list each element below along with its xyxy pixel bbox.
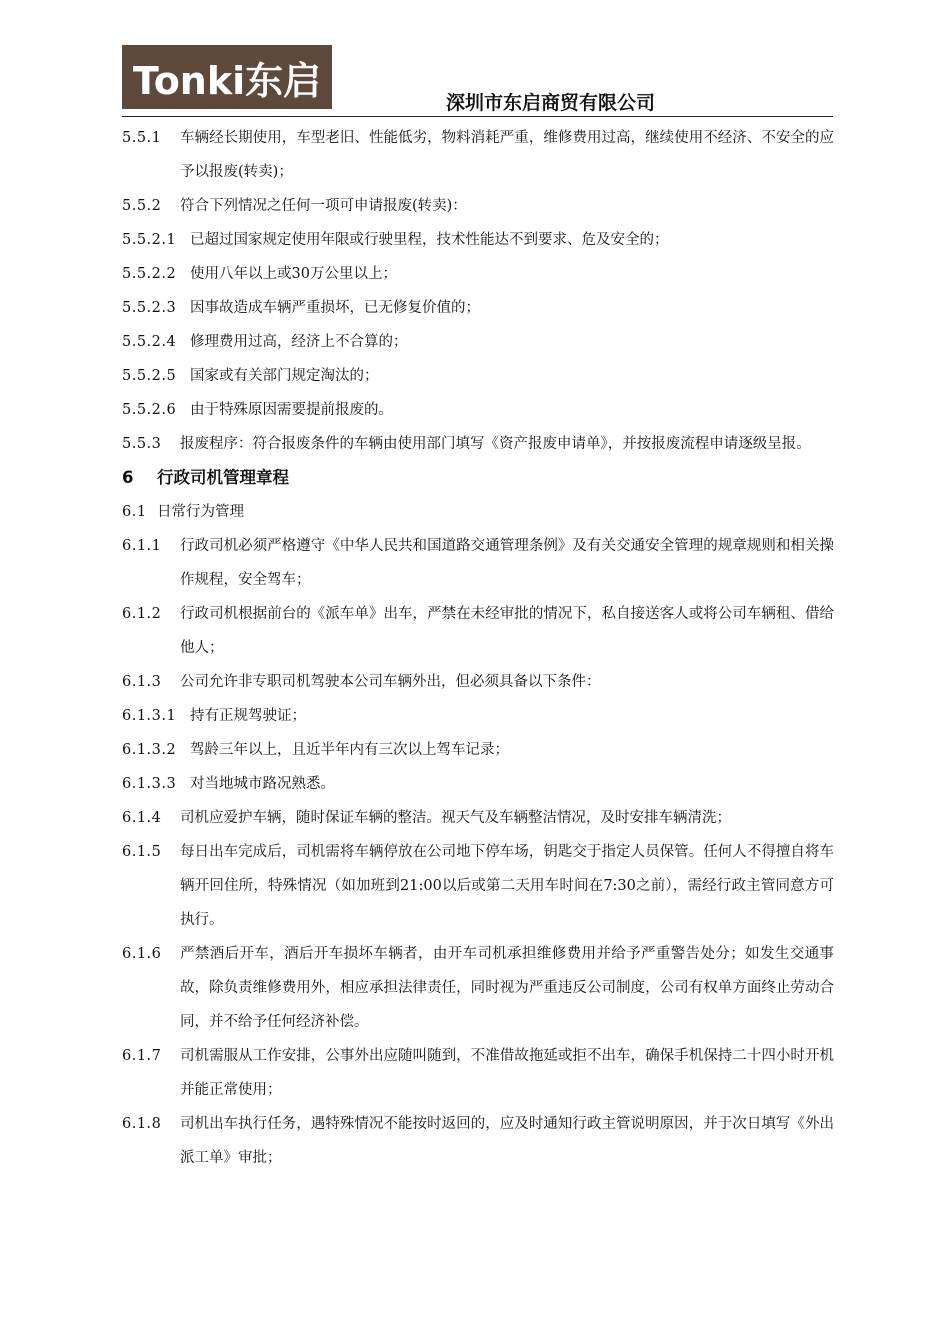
clause-number: 6.1.3.1 xyxy=(122,708,177,724)
clause-text: 严禁酒后开车，酒后开车损坏车辆者，由开车司机承担维修费用并给予严重警告处分；如发生交通事故，除负责维修费用外，相应承担法律责任，同时视为严重违反公司制度，公司有权单方面终止劳动合同，并不给予任何经济补偿。 xyxy=(180,946,834,1030)
clause-6-1-3-1 xyxy=(122,699,834,733)
section-6-1 xyxy=(122,495,834,529)
clause-6-1-2 xyxy=(122,597,834,665)
chapter-title: 行政司机管理章程 xyxy=(157,468,289,487)
clause-number: 5.5.3 xyxy=(122,436,162,452)
clause-6-1-1 xyxy=(122,529,834,597)
clause-6-1-3-3 xyxy=(122,767,834,801)
clause-number: 6.1.4 xyxy=(122,810,162,826)
clause-6-1-5 xyxy=(122,835,834,937)
clause-6-1-4 xyxy=(122,801,834,835)
clause-text: 对当地城市路况熟悉。 xyxy=(190,776,335,792)
clause-text: 修理费用过高，经济上不合算的； xyxy=(190,334,408,350)
clause-text: 使用八年以上或30万公里以上； xyxy=(190,266,397,282)
clause-text: 司机需服从工作安排，公事外出应随叫随到，不准借故拖延或拒不出车，确保手机保持二十四小时开机并能正常使用； xyxy=(180,1048,834,1098)
clause-5-5-2-5 xyxy=(122,359,834,393)
clause-number: 5.5.1 xyxy=(122,130,162,146)
clause-6-1-3-2 xyxy=(122,733,834,767)
clause-5-5-2 xyxy=(122,189,834,223)
clause-6-1-7 xyxy=(122,1039,834,1107)
header-divider xyxy=(122,116,833,117)
clause-number: 5.5.2 xyxy=(122,198,162,214)
clause-number: 5.5.2.5 xyxy=(122,368,177,384)
clause-5-5-2-4 xyxy=(122,325,834,359)
chapter-heading xyxy=(122,461,834,495)
clause-5-5-2-2 xyxy=(122,257,834,291)
logo-text: Tonki东启 xyxy=(132,58,322,103)
clause-text: 车辆经长期使用，车型老旧、性能低劣，物料消耗严重，维修费用过高，继续使用不经济、不安全的应予以报废(转卖)； xyxy=(180,130,834,180)
clause-text: 已超过国家规定使用年限或行驶里程，技术性能达不到要求、危及安全的； xyxy=(190,232,669,248)
clause-number: 6.1.8 xyxy=(122,1116,162,1132)
chapter-number: 6 xyxy=(122,468,134,487)
clause-5-5-2-1 xyxy=(122,223,834,257)
clause-text: 因事故造成车辆严重损坏，已无修复价值的； xyxy=(190,300,480,316)
clause-text: 驾龄三年以上，且近半年内有三次以上驾车记录； xyxy=(190,742,509,758)
clause-text: 司机出车执行任务，遇特殊情况不能按时返回的，应及时通知行政主管说明原因，并于次日填写《外出派工单》审批； xyxy=(180,1116,834,1166)
clause-number: 6.1.5 xyxy=(122,844,162,860)
clause-5-5-2-6 xyxy=(122,393,834,427)
clause-text: 符合下列情况之任何一项可申请报废(转卖)： xyxy=(180,198,467,214)
document-body xyxy=(122,121,834,1175)
clause-5-5-1 xyxy=(122,121,834,189)
clause-number: 6.1.1 xyxy=(122,538,162,554)
clause-number: 5.5.2.4 xyxy=(122,334,177,350)
clause-number: 5.5.2.1 xyxy=(122,232,177,248)
clause-number: 6.1.3.2 xyxy=(122,742,177,758)
clause-number: 6.1.3.3 xyxy=(122,776,177,792)
clause-5-5-3 xyxy=(122,427,834,461)
section-title: 日常行为管理 xyxy=(157,504,244,520)
clause-number: 5.5.2.3 xyxy=(122,300,177,316)
clause-number: 6.1.3 xyxy=(122,674,162,690)
clause-text: 每日出车完成后，司机需将车辆停放在公司地下停车场，钥匙交于指定人员保管。任何人不得擅自将车辆开回住所，特殊情况（如加班到21:00以后或第二天用车时间在7:30之前），需经行政主管同意方可执行。 xyxy=(180,844,834,928)
clause-6-1-8 xyxy=(122,1107,834,1175)
clause-6-1-3 xyxy=(122,665,834,699)
clause-5-5-2-3 xyxy=(122,291,834,325)
clause-text: 公司允许非专职司机驾驶本公司车辆外出，但必须具备以下条件： xyxy=(180,674,601,690)
clause-text: 行政司机根据前台的《派车单》出车，严禁在未经审批的情况下，私自接送客人或将公司车辆租、借给他人； xyxy=(180,606,834,656)
clause-number: 5.5.2.6 xyxy=(122,402,177,418)
clause-text: 由于特殊原因需要提前报废的。 xyxy=(190,402,393,418)
company-logo xyxy=(122,45,332,109)
clause-text: 司机应爱护车辆，随时保证车辆的整洁。视天气及车辆整洁情况，及时安排车辆清洗； xyxy=(180,810,731,826)
clause-text: 国家或有关部门规定淘汰的； xyxy=(190,368,379,384)
clause-text: 行政司机必须严格遵守《中华人民共和国道路交通管理条例》及有关交通安全管理的规章规则和相关操作规程，安全驾车； xyxy=(180,538,834,588)
clause-6-1-6 xyxy=(122,937,834,1039)
company-name: 深圳市东启商贸有限公司 xyxy=(446,92,656,114)
clause-text: 报废程序：符合报废条件的车辆由使用部门填写《资产报废申请单》，并按报废流程申请逐级呈报。 xyxy=(180,436,811,452)
section-number: 6.1 xyxy=(122,504,147,520)
clause-number: 6.1.2 xyxy=(122,606,162,622)
clause-number: 6.1.7 xyxy=(122,1048,162,1064)
clause-number: 6.1.6 xyxy=(122,946,162,962)
clause-text: 持有正规驾驶证； xyxy=(190,708,306,724)
clause-number: 5.5.2.2 xyxy=(122,266,177,282)
